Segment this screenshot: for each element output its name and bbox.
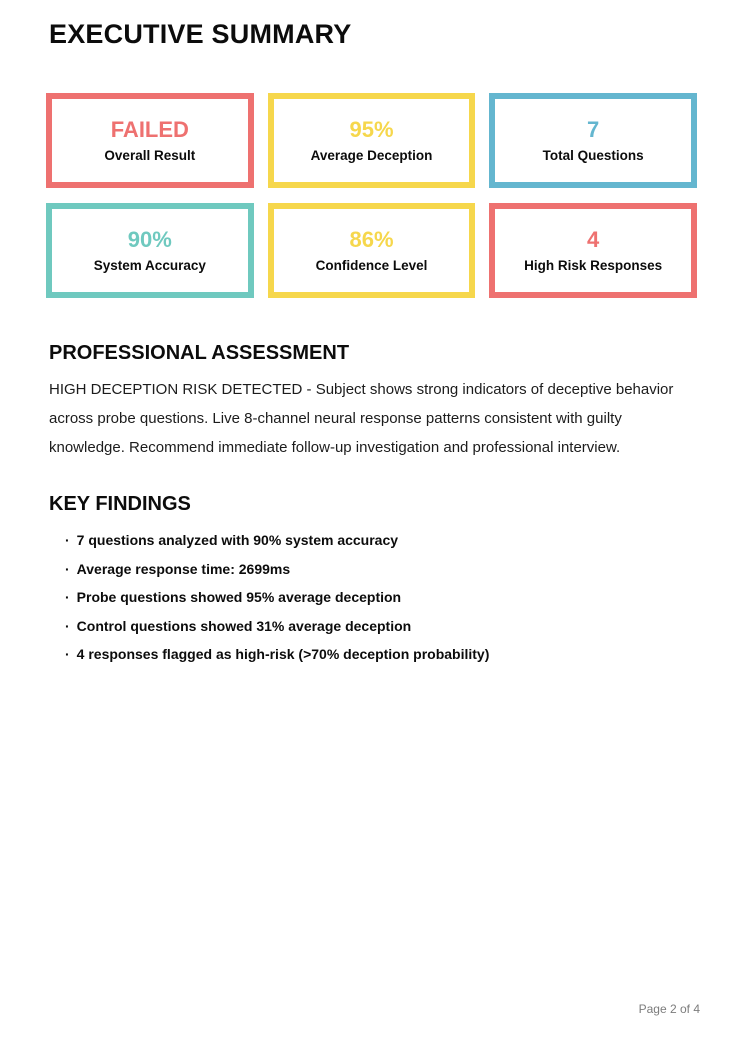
stat-card-label: Confidence Level: [315, 258, 428, 273]
stat-cards-grid: [46, 93, 697, 298]
key-findings-heading: KEY FINDINGS: [49, 493, 191, 515]
stat-card: [46, 93, 254, 188]
stat-card-label: High Risk Responses: [524, 258, 663, 273]
stat-card: [268, 93, 476, 188]
stat-card-value: 90%: [127, 227, 172, 252]
stat-card-value: 86%: [349, 227, 394, 252]
stat-card-label: Overall Result: [104, 148, 196, 163]
stat-card-label: Average Deception: [310, 148, 433, 163]
key-finding-item: · Probe questions showed 95% average deception: [65, 583, 694, 612]
key-findings-section: [0, 491, 743, 669]
stat-card: [268, 203, 476, 298]
page-number: Page 2 of 4: [638, 1002, 700, 1016]
key-finding-item: · 7 questions analyzed with 90% system accuracy: [65, 526, 694, 555]
stat-card: [46, 203, 254, 298]
stat-card-value: FAILED: [110, 117, 189, 142]
key-finding-item: · Average response time: 2699ms: [65, 555, 694, 584]
stat-card-label: Total Questions: [542, 148, 644, 163]
stat-card-value: 4: [587, 227, 600, 252]
professional-assessment-body: HIGH DECEPTION RISK DETECTED - Subject shows strong indicators of deceptive behavior across probe questions. Live 8-channel neural response patterns consistent with guilty knowledge. Recommend immediate follow-up investigation and professional interview.: [49, 381, 674, 456]
professional-assessment-section: [0, 340, 743, 462]
key-finding-item: · 4 responses flagged as high-risk (>70% deception probability): [65, 640, 694, 669]
page-title: EXECUTIVE SUMMARY: [49, 19, 352, 49]
stat-card: [489, 203, 697, 298]
key-findings-list: [49, 526, 694, 669]
stat-card-label: System Accuracy: [93, 258, 206, 273]
stat-card-value: 7: [587, 117, 600, 142]
key-finding-item: · Control questions showed 31% average deception: [65, 612, 694, 641]
professional-assessment-heading: PROFESSIONAL ASSESSMENT: [49, 342, 350, 364]
stat-card: [489, 93, 697, 188]
stat-card-value: 95%: [349, 117, 394, 142]
